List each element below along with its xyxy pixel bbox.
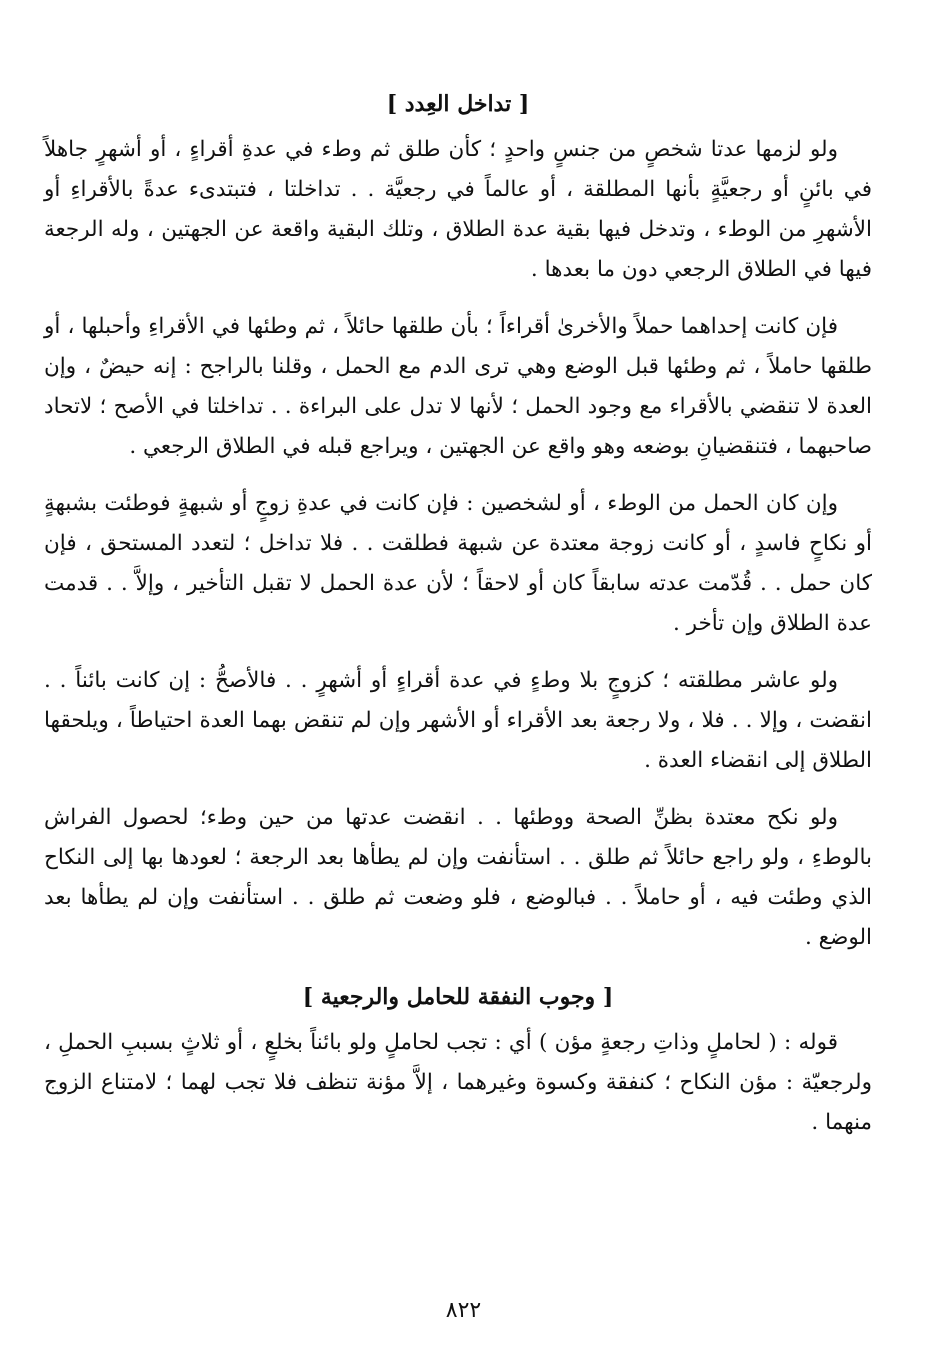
section-heading-overlapping-iddah: [ تداخل العِدد ] — [386, 91, 530, 117]
paragraph-3: وإن كان الحمل من الوطء ، أو لشخصين : فإن كانت في عدةِ زوجٍ أو شبهةٍ فوطئت بشبهةٍ أو نكاحٍ فاسدٍ ، أو كانت زوجة معتدة عن شبهة فطلقت . . فلا تداخل ؛ لتعدد المستحق ، فإن كان حمل . . قُدّمت عدته سابقاً كان أو لاحقاً ؛ لأن عدة الحمل لا تقبل التأخير ، وإلاَّ . . قدمت عدة الطلاق وإن تأخر . — [44, 491, 872, 636]
paragraph-2: فإن كانت إحداهما حملاً والأخرىٰ أقراءاً ؛ بأن طلقها حائلاً ، ثم وطئها في الأقراءِ وأحبلها ، أو طلقها حاملاً ، ثم وطئها قبل الوضع وهي ترى الدم مع الحمل ، وقلنا بالراجح : إنه حيضٌ ، وإن العدة لا تنقضي بالأقراء مع وجود الحمل ؛ لأنها لا تدل على البراءة . . تداخلتا في الأصح ؛ لاتحاد صاحبهما ، فتنقضيانِ بوضعه وهو واقع عن الجهتين ، ويراجع قبله في الطلاق الرجعي . — [44, 314, 872, 459]
section-heading-maintenance: [ وجوب النفقة للحامل والرجعية ] — [302, 984, 614, 1010]
page-body — [44, 82, 872, 1160]
paragraph-5: ولو نكح معتدة بظنِّ الصحة ووطئها . . انقضت عدتها من حين وطء؛ لحصول الفراش بالوطءِ ، ولو راجع حائلاً ثم طلق . . استأنفت وإن لم يطأها بعد الرجعة ؛ لعودها بها إلى النكاح الذي وطئت فيه ، أو حاملاً . . فبالوضع ، فلو وضعت ثم طلق . . استأنفت وإن لم يطأها بعد الوضع . — [44, 805, 872, 950]
page-number: ٨٢٢ — [445, 1298, 482, 1323]
paragraph-1: ولو لزمها عدتا شخصٍ من جنسٍ واحدٍ ؛ كأن طلق ثم وطء في عدةِ أقراءٍ ، أو أشهرٍ جاهلاً في بائنٍ أو رجعيَّةٍ بأنها المطلقة ، أو عالماً في رجعيَّة . . تداخلتا ، فتبتدىء عدةً بالأقراءِ أو الأشهرِ من الوطء ، وتدخل فيها بقية عدة الطلاق ، وتلك البقية واقعة عن الجهتين ، وله الرجعة فيها في الطلاق الرجعي دون ما بعدها . — [44, 137, 872, 282]
paragraph-6: قوله : ( لحاملٍ وذاتِ رجعةٍ مؤن ) أي : تجب لحاملٍ ولو بائناً بخلعٍ ، أو ثلاثٍ بسببِ الحملِ ، ولرجعيّة : مؤن النكاح ؛ كنفقة وكسوة وغيرهما ، إلاَّ مؤنة تنظف فلا تجب لهما ؛ لامتناع الزوج منهما . — [44, 1030, 872, 1135]
paragraph-4: ولو عاشر مطلقته ؛ كزوجٍ بلا وطءٍ في عدة أقراءٍ أو أشهرٍ . . فالأصحُّ : إن كانت بائناً . . انقضت ، وإلا . . فلا ، ولا رجعة بعد الأقراء أو الأشهر وإن لم تنقض بهما العدة احتياطاً ، ويلحقها الطلاق إلى انقضاء العدة . — [44, 668, 872, 773]
